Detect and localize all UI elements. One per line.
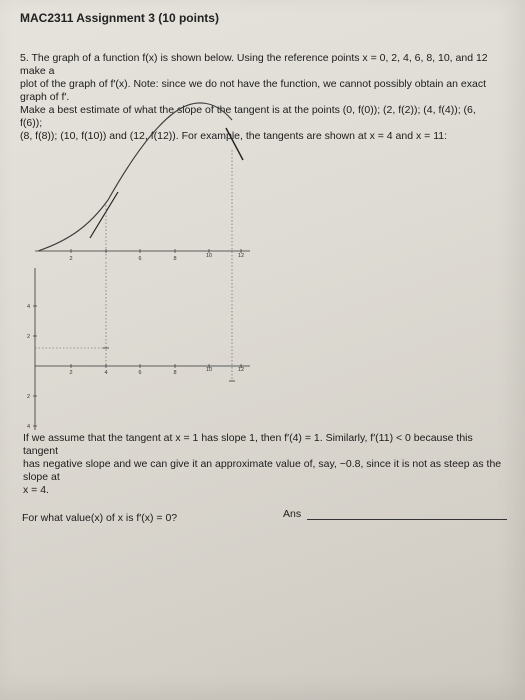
f-curve	[38, 103, 232, 251]
bottom-graph	[27, 262, 250, 430]
tangent-explanation	[23, 432, 503, 497]
explanation-line: x = 4.	[23, 484, 49, 496]
problem-line: 5. The graph of a function f(x) is shown below. Using the reference points x = 0, 2, 4, 6, 8, 10, and 12 make a	[20, 52, 488, 77]
bottom-x-tick-label: 8	[173, 370, 177, 376]
top-graph	[35, 103, 250, 262]
top-tick-label: 8	[173, 256, 177, 262]
tangent-at-4	[90, 192, 118, 238]
explanation-line: has negative slope and we can give it an approximate value of, say, −0.8, since it is not as steep as the slope at	[23, 458, 502, 483]
question-text: For what value(x) of x is f′(x) = 0?	[22, 512, 178, 524]
problem-line: (8, f(8)); (10, f(10)) and (12, f(12)). For example, the tangents are shown at x = 4 and x = 11:	[20, 130, 448, 142]
explanation-line: If we assume that the tangent at x = 1 has slope 1, then f′(4) = 1. Similarly, f′(11) < 0 because this tangent	[23, 432, 473, 457]
top-tick-label: 12	[237, 253, 245, 259]
problem-line: Make a best estimate of what the slope of the tangent is at the points (0, f(0)); (2, f(2)); (4, f(4)); (6, f(6));	[20, 104, 476, 129]
tangent-at-11	[226, 128, 243, 160]
top-tick-label: 6	[138, 256, 142, 262]
bottom-x-tick-label: 4	[104, 370, 108, 376]
assignment-title: MAC2311 Assignment 3 (10 points)	[20, 11, 219, 25]
bottom-x-tick-label: 6	[138, 370, 142, 376]
bottom-y-tick-label: 2	[26, 334, 30, 340]
bottom-y-tick-label: 2	[26, 394, 30, 400]
bottom-x-tick-label: 12	[237, 367, 245, 373]
bottom-x-tick-label: 10	[205, 367, 213, 373]
bottom-x-tick-label: 2	[69, 370, 73, 376]
top-tick-label: 2	[69, 256, 73, 262]
top-tick-label: 10	[205, 253, 213, 259]
problem-line: plot of the graph of f′(x). Note: since we do not have the function, we cannot possibly obtain an exact graph of f′.	[20, 78, 486, 103]
answer-label: Ans	[283, 508, 302, 520]
bottom-y-tick-label: 4	[26, 304, 30, 310]
answer-blank-line[interactable]	[307, 519, 507, 520]
bottom-y-tick-label: 4	[26, 424, 30, 430]
